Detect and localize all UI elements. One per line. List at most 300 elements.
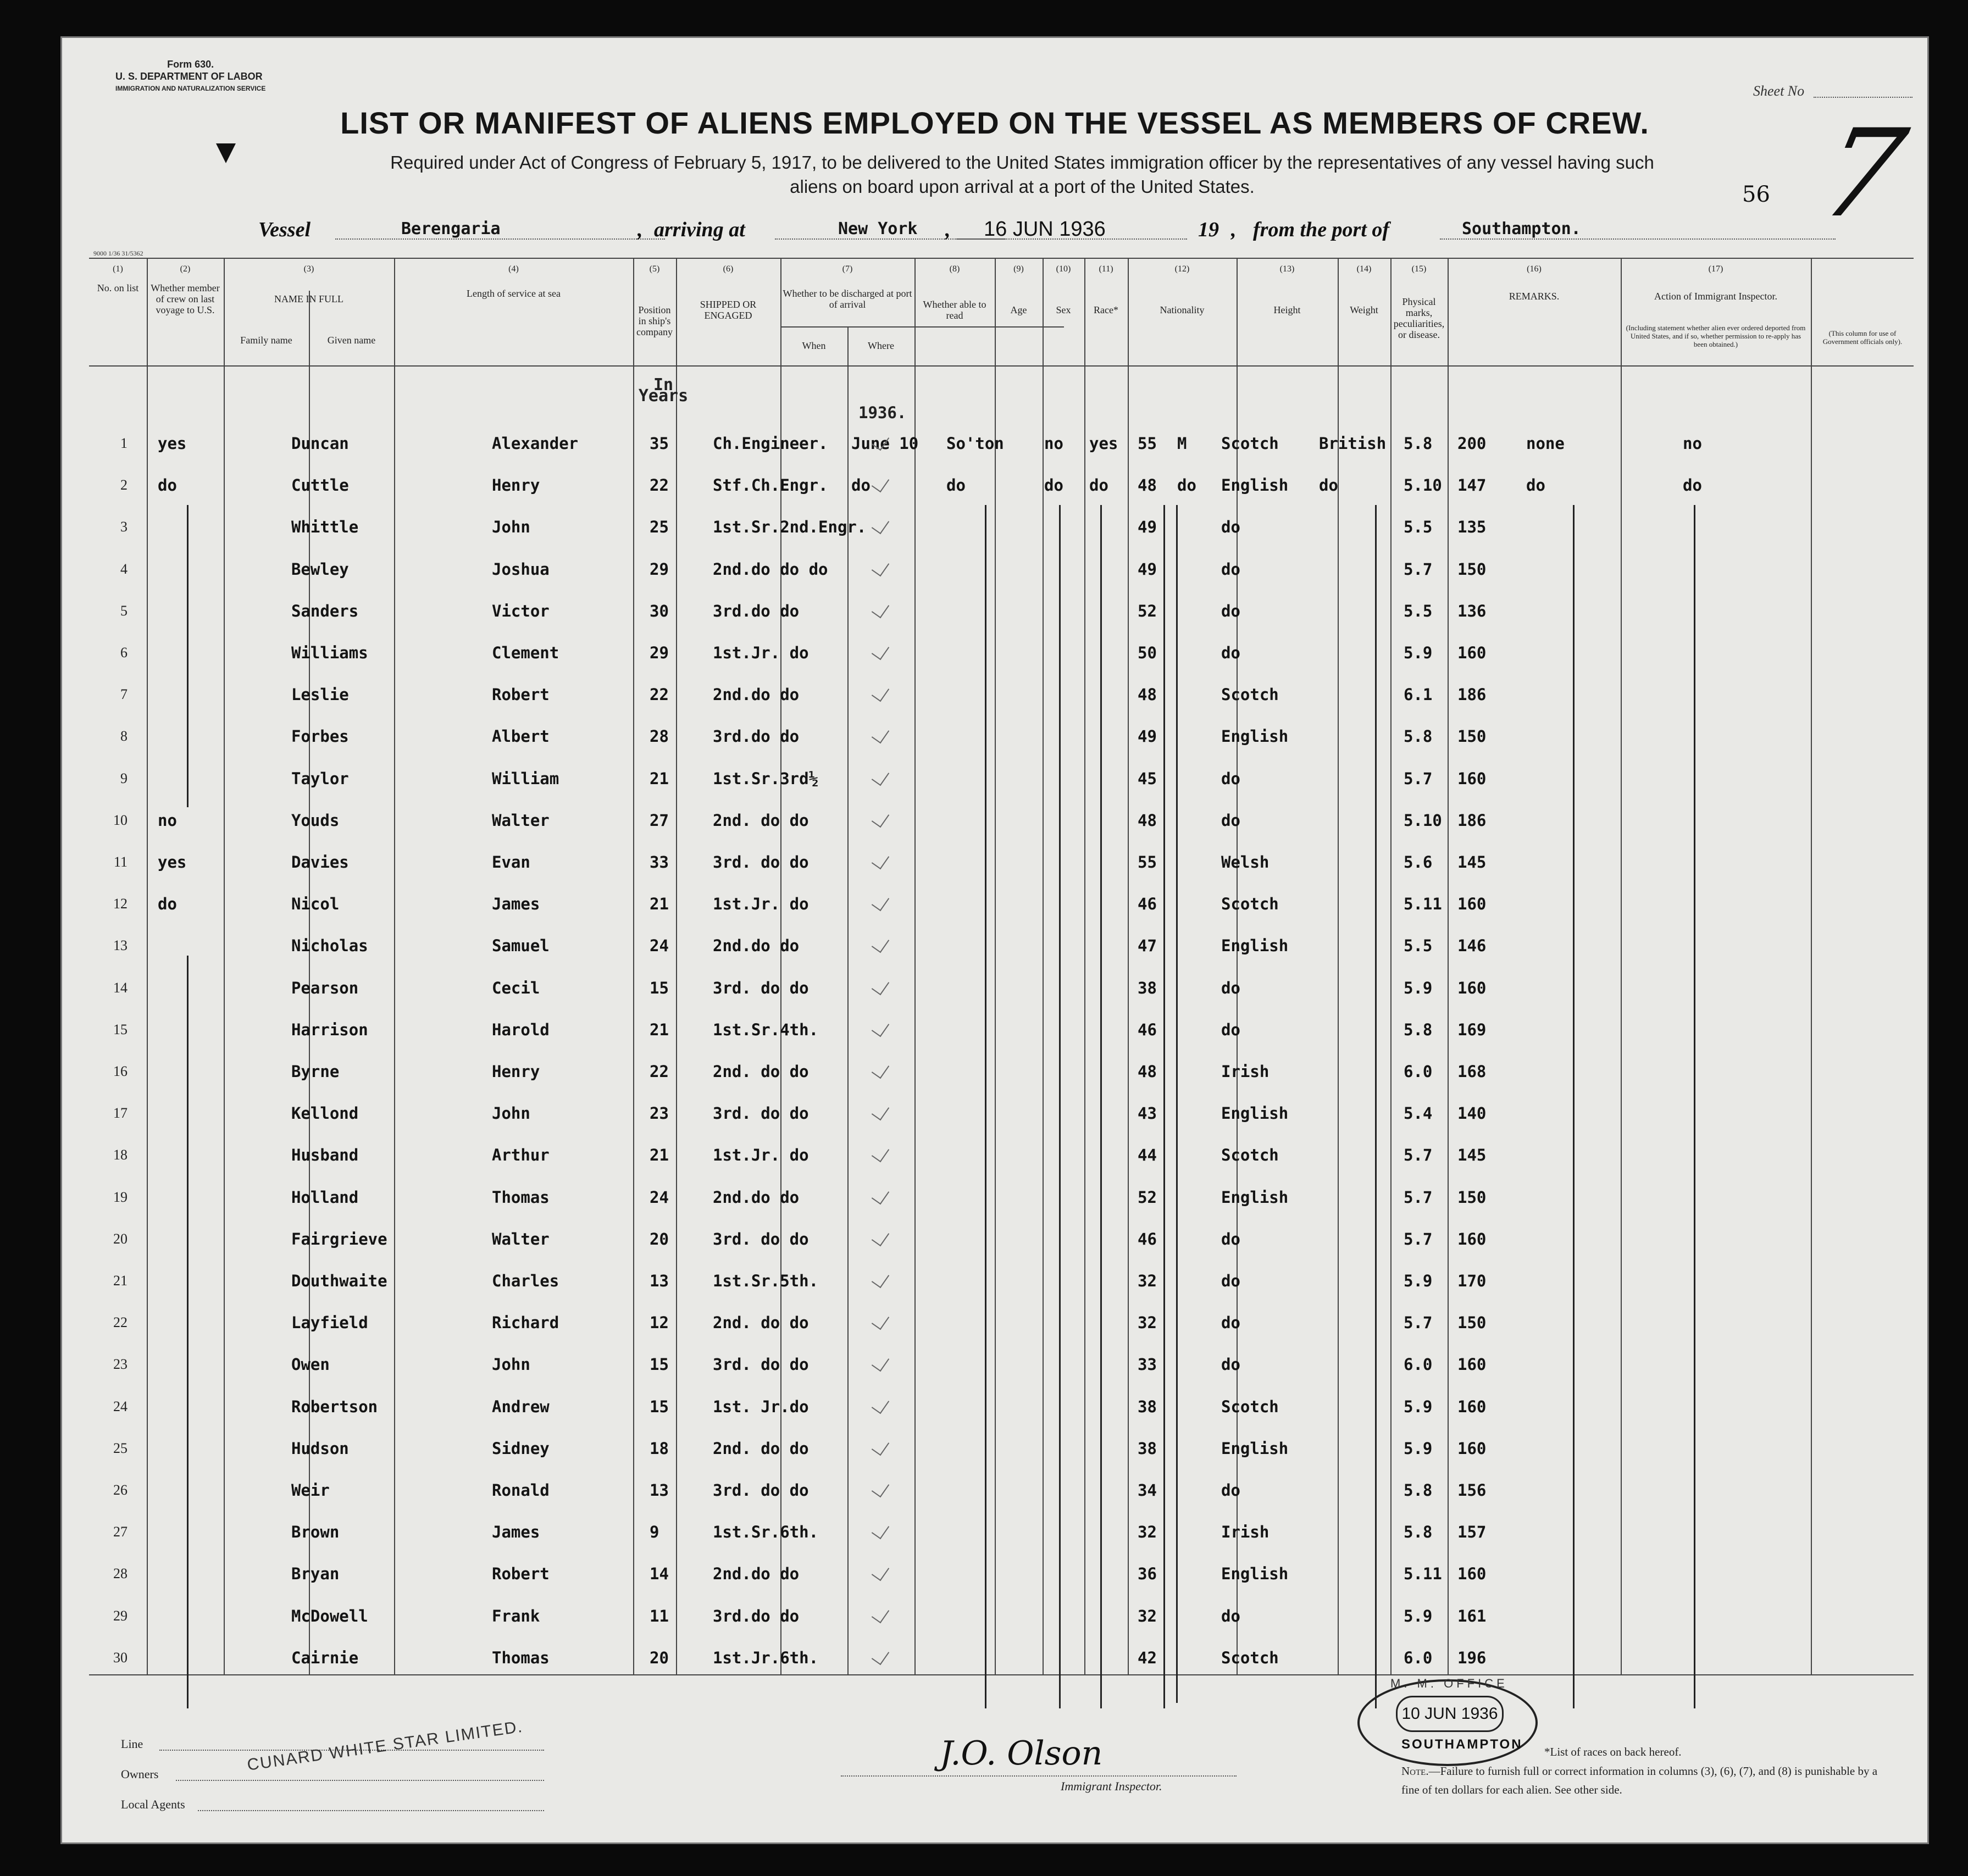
column-header: Age: [1010, 304, 1027, 315]
column-number: (10): [1056, 264, 1071, 274]
length-of-service: 24: [650, 1187, 669, 1207]
shipped-when: June 10: [851, 434, 919, 453]
physical-marks: do: [1526, 476, 1545, 495]
form-service: IMMIGRATION AND NATURALIZATION SERVICE: [115, 85, 266, 92]
table-row: [89, 464, 1914, 506]
table-row: [89, 674, 1914, 715]
table-row: [89, 967, 1914, 1009]
table-row: [89, 1469, 1914, 1511]
length-of-service: 21: [650, 1020, 669, 1039]
weight: 150: [1457, 1313, 1487, 1333]
ship-position: 2nd. do do: [713, 811, 809, 830]
weight: 135: [1457, 518, 1487, 537]
race: Scotch: [1221, 1146, 1279, 1165]
height: 6.0: [1404, 1648, 1433, 1667]
column-header: Whether member of crew on last voyage to U.S.: [151, 282, 220, 315]
column-header: NAME IN FULL: [274, 293, 343, 304]
family-name: Husband: [291, 1146, 359, 1165]
note-label: Note.: [1401, 1764, 1429, 1778]
weight: 140: [1457, 1104, 1487, 1123]
length-of-service: 9: [650, 1523, 659, 1542]
height: 5.9: [1404, 1397, 1433, 1416]
family-name: Kellond: [291, 1104, 359, 1123]
table-row: [89, 632, 1914, 674]
column-number: (15): [1411, 264, 1427, 274]
height: 5.5: [1404, 518, 1433, 537]
race: do: [1221, 811, 1240, 830]
age: 44: [1138, 1146, 1157, 1165]
family-name: Nicholas: [291, 936, 368, 956]
height: 5.9: [1404, 1272, 1433, 1290]
age: 49: [1138, 727, 1157, 746]
race-note: *List of races on back hereof.: [1544, 1745, 1682, 1758]
page-title: LIST OR MANIFEST OF ALIENS EMPLOYED ON THE VESSEL AS MEMBERS OF CREW.: [340, 106, 1649, 140]
family-name: Douthwaite: [291, 1272, 387, 1290]
length-of-service: 21: [650, 1146, 669, 1165]
row-number: 18: [113, 1147, 127, 1163]
column-number: (7): [842, 264, 853, 274]
family-name: Byrne: [291, 1062, 340, 1081]
race: English: [1221, 1564, 1289, 1584]
weight: 160: [1457, 978, 1487, 997]
age: 36: [1138, 1564, 1157, 1584]
race: do: [1221, 643, 1240, 662]
departure-port: Southampton.: [1462, 219, 1581, 238]
table-row: [89, 841, 1914, 883]
sex: do: [1177, 476, 1196, 495]
age: 55: [1138, 434, 1157, 453]
arriving-port: New York: [838, 219, 918, 238]
race: Scotch: [1221, 1397, 1279, 1416]
given-name: Walter: [492, 1229, 550, 1248]
length-of-service: 30: [650, 601, 669, 620]
given-name: James: [492, 895, 540, 914]
length-of-service: 22: [650, 476, 669, 495]
height: 5.8: [1404, 1481, 1433, 1500]
age: 48: [1138, 1062, 1157, 1081]
table-row: [89, 1260, 1914, 1302]
race: do: [1221, 978, 1240, 997]
family-name: Holland: [291, 1187, 359, 1207]
vessel-comma: ,: [637, 218, 643, 241]
column-subheader: When: [802, 340, 826, 351]
race: Irish: [1221, 1523, 1270, 1542]
length-of-service: 24: [650, 936, 669, 956]
check-mark: [872, 976, 889, 995]
length-of-service: 21: [650, 769, 669, 788]
given-name: Robert: [492, 1564, 550, 1584]
given-name: Albert: [492, 727, 550, 746]
row-number: 4: [120, 560, 127, 577]
height: 6.0: [1404, 1062, 1433, 1081]
form-header: [115, 58, 265, 95]
row-number: 16: [113, 1063, 127, 1079]
length-of-service: 11: [650, 1606, 669, 1625]
row-number: 1: [120, 435, 127, 451]
row-number: 15: [113, 1021, 127, 1037]
check-mark: [872, 1604, 889, 1623]
age: 46: [1138, 1229, 1157, 1248]
weight: 147: [1457, 476, 1487, 495]
height: 5.7: [1404, 1146, 1433, 1165]
given-name: Walter: [492, 811, 550, 830]
table-rule: [89, 365, 1914, 367]
check-mark: [872, 1520, 889, 1539]
prior-voyage: yes: [158, 434, 187, 453]
table-row: [89, 1176, 1914, 1218]
length-of-service: 20: [650, 1229, 669, 1248]
table-rule: [780, 326, 1064, 328]
sheet-number: 7: [1809, 103, 1917, 244]
row-number: 13: [113, 937, 127, 954]
subtitle-line-1: Required under Act of Congress of February 5, 1917, to be delivered to the United States immigration officer by the representatives of any vessel having such: [390, 152, 1654, 173]
ditto-line: [187, 956, 189, 1708]
ship-position: 1st.Sr.4th.: [713, 1020, 819, 1039]
ship-position: 1st.Sr.3rd½: [713, 769, 819, 788]
family-name: Fairgrieve: [291, 1229, 387, 1248]
height: 5.8: [1404, 1523, 1433, 1542]
race: do: [1221, 1355, 1240, 1374]
signature-line: [841, 1775, 1237, 1777]
stamp-top-text: M. M. OFFICE: [1390, 1677, 1508, 1690]
given-name: John: [492, 1104, 530, 1123]
weight: 160: [1457, 1355, 1487, 1374]
ship-position: 3rd.do do: [713, 601, 800, 620]
age: 46: [1138, 1020, 1157, 1039]
given-name: Arthur: [492, 1146, 550, 1165]
row-number: 20: [113, 1230, 127, 1247]
weight: 150: [1457, 1187, 1487, 1207]
check-mark: [872, 1353, 889, 1372]
length-of-service: 22: [650, 685, 669, 704]
row-number: 24: [113, 1398, 127, 1414]
ship-position: 2nd.do do: [713, 1187, 800, 1207]
check-mark: [872, 767, 889, 785]
line-label: Line: [121, 1737, 143, 1751]
family-name: Brown: [291, 1523, 340, 1542]
table-row: [89, 548, 1914, 590]
discharged-at-port: do: [1044, 476, 1063, 495]
print-code: 9000 1/36 31/5362: [93, 249, 143, 257]
ditto-line: [1100, 505, 1102, 1708]
row-number: 30: [113, 1649, 127, 1666]
age: 32: [1138, 1313, 1157, 1333]
owners-stamp: CUNARD WHITE STAR LIMITED.: [246, 1717, 524, 1774]
given-name: Samuel: [492, 936, 550, 956]
ship-position: 1st. Jr.do: [713, 1397, 809, 1416]
family-name: Cairnie: [291, 1648, 359, 1667]
length-of-service: 35: [650, 434, 669, 453]
check-mark: [872, 515, 889, 534]
family-name: Youds: [291, 811, 340, 830]
check-mark: [872, 1228, 889, 1246]
family-name: Williams: [291, 643, 368, 662]
family-name: Harrison: [291, 1020, 368, 1039]
weight: 156: [1457, 1481, 1487, 1500]
weight: 186: [1457, 811, 1487, 830]
vessel-name-line: [335, 238, 665, 240]
row-number: 27: [113, 1524, 127, 1540]
length-of-service: 21: [650, 895, 669, 914]
length-of-service: 18: [650, 1439, 669, 1458]
ship-position: 3rd. do do: [713, 1481, 809, 1500]
family-name: Owen: [291, 1355, 330, 1374]
family-name: Leslie: [291, 685, 349, 704]
age: 38: [1138, 1397, 1157, 1416]
age: 52: [1138, 601, 1157, 620]
race: do: [1221, 518, 1240, 537]
height: 5.7: [1404, 1313, 1433, 1333]
check-mark: [872, 1144, 889, 1162]
column-number: (9): [1013, 264, 1024, 274]
check-mark: [872, 683, 889, 702]
table-row: [89, 1386, 1914, 1428]
ship-position: 3rd. do do: [713, 1355, 809, 1374]
remarks: no: [1683, 434, 1702, 453]
row-number: 14: [113, 979, 127, 996]
table-row: [89, 1595, 1914, 1637]
family-name: Pearson: [291, 978, 359, 997]
column-annotation: In Years: [638, 375, 689, 406]
ditto-line: [1059, 505, 1061, 1708]
weight: 157: [1457, 1523, 1487, 1542]
height: 5.8: [1404, 1020, 1433, 1039]
length-of-service: 15: [650, 1397, 669, 1416]
check-mark: [872, 1395, 889, 1413]
column-number: (3): [303, 264, 314, 274]
row-number: 3: [120, 519, 127, 535]
age: 32: [1138, 1272, 1157, 1290]
given-name: Charles: [492, 1272, 559, 1290]
age: 47: [1138, 936, 1157, 956]
stamp-bottom-text: SOUTHAMPTON: [1401, 1737, 1523, 1752]
weight: 160: [1457, 895, 1487, 914]
given-name: James: [492, 1523, 540, 1542]
column-number: (16): [1527, 264, 1542, 274]
table-row: [89, 1344, 1914, 1385]
column-number: (13): [1279, 264, 1295, 274]
row-number: 10: [113, 812, 127, 828]
column-number: (6): [723, 264, 734, 274]
family-name: Cuttle: [291, 476, 349, 495]
family-name: Bryan: [291, 1564, 340, 1584]
form-department: U. S. DEPARTMENT OF LABOR: [115, 71, 263, 82]
row-number: 12: [113, 896, 127, 912]
age: 49: [1138, 559, 1157, 579]
ditto-line: [1375, 505, 1377, 1708]
inspector-label: Immigrant Inspector.: [1061, 1779, 1162, 1793]
height: 5.7: [1404, 769, 1433, 788]
height: 5.7: [1404, 1229, 1433, 1248]
race: Welsh: [1221, 853, 1270, 872]
length-of-service: 13: [650, 1272, 669, 1290]
age: 38: [1138, 1439, 1157, 1458]
race: Irish: [1221, 1062, 1270, 1081]
ditto-line: [187, 505, 189, 807]
given-name: Thomas: [492, 1648, 550, 1667]
table-row: [89, 715, 1914, 757]
subtitle-line-2: aliens on board upon arrival at a port of the United States.: [790, 176, 1255, 197]
given-name: Ronald: [492, 1481, 550, 1500]
row-number: 29: [113, 1607, 127, 1624]
column-header: Nationality: [1160, 304, 1205, 315]
height: 5.6: [1404, 853, 1433, 872]
length-of-service: 29: [650, 559, 669, 579]
table-row: [89, 1092, 1914, 1134]
race: do: [1221, 769, 1240, 788]
arriving-label: arriving at: [654, 218, 745, 241]
ship-position: 3rd.do do: [713, 1606, 800, 1625]
ship-position: 1st.Sr.6th.: [713, 1523, 819, 1542]
ship-position: 1st.Jr. do: [713, 895, 809, 914]
column-number: (8): [949, 264, 960, 274]
check-mark: [872, 851, 889, 869]
table-row: [89, 1134, 1914, 1176]
column-header: Action of Immigrant Inspector.: [1654, 291, 1777, 302]
check-mark: [872, 557, 889, 576]
ship-position: 1st.Jr.6th.: [713, 1648, 819, 1667]
age: 50: [1138, 643, 1157, 662]
race: English: [1221, 1104, 1289, 1123]
race: do: [1221, 601, 1240, 620]
ship-position: 3rd. do do: [713, 853, 809, 872]
row-number: 23: [113, 1356, 127, 1373]
column-header: Race*: [1094, 304, 1118, 315]
prior-voyage: yes: [158, 853, 187, 872]
length-of-service: 27: [650, 811, 669, 830]
check-mark: [872, 1269, 889, 1288]
age: 46: [1138, 895, 1157, 914]
year-comma: ,: [1231, 218, 1237, 241]
shipped-when: do: [851, 476, 871, 495]
race: English: [1221, 1187, 1289, 1207]
race: do: [1221, 1229, 1240, 1248]
race: English: [1221, 476, 1289, 495]
age: 33: [1138, 1355, 1157, 1374]
height: 5.4: [1404, 1104, 1433, 1123]
check-mark: [872, 1018, 889, 1037]
family-name: Hudson: [291, 1439, 349, 1458]
family-name: Davies: [291, 853, 349, 872]
inspector-signature: J.O. Olson: [940, 1734, 1103, 1773]
weight: 170: [1457, 1272, 1487, 1290]
weight: 145: [1457, 853, 1487, 872]
ditto-line: [1176, 505, 1178, 1703]
column-header: Position in ship's company: [636, 304, 673, 337]
age: 49: [1138, 518, 1157, 537]
ship-position: Stf.Ch.Engr.: [713, 476, 828, 495]
discharged-at-port: no: [1044, 434, 1063, 453]
ditto-line: [1573, 505, 1575, 1708]
age: 38: [1138, 978, 1157, 997]
row-number: 5: [120, 602, 127, 619]
age: 48: [1138, 685, 1157, 704]
column-header: Weight: [1350, 304, 1378, 315]
table-row: [89, 1051, 1914, 1092]
weight: 160: [1457, 769, 1487, 788]
row-number: 7: [120, 686, 127, 703]
height: 5.9: [1404, 643, 1433, 662]
column-number: (14): [1356, 264, 1372, 274]
footer-note: [1401, 1762, 1885, 1799]
table-row: [89, 1218, 1914, 1260]
height: 6.1: [1404, 685, 1433, 704]
race: English: [1221, 1439, 1289, 1458]
race: English: [1221, 727, 1289, 746]
age: 42: [1138, 1648, 1157, 1667]
race: Scotch: [1221, 895, 1279, 914]
page-number: 56: [1742, 182, 1770, 207]
given-name: Robert: [492, 685, 550, 704]
shipped-where: So'ton: [946, 434, 1004, 453]
weight: 160: [1457, 1397, 1487, 1416]
race: Scotch: [1221, 434, 1279, 453]
length-of-service: 15: [650, 1355, 669, 1374]
ship-position: Ch.Engineer.: [713, 434, 828, 453]
family-name: McDowell: [291, 1606, 368, 1625]
given-name: John: [492, 1355, 530, 1374]
check-mark: [872, 892, 889, 911]
sex: M: [1177, 434, 1187, 453]
table-row: [89, 590, 1914, 632]
height: 5.7: [1404, 559, 1433, 579]
column-header: Height: [1273, 304, 1301, 315]
age: 43: [1138, 1104, 1157, 1123]
height: 5.10: [1404, 476, 1442, 495]
table-row: [89, 1428, 1914, 1469]
length-of-service: 14: [650, 1564, 669, 1584]
table-row: [89, 1009, 1914, 1051]
column-note: (Including statement whether alien ever ordered deported from United States, and if so, whether permission to re-apply has been obtained.): [1626, 324, 1806, 348]
row-number: 9: [120, 770, 127, 786]
height: 5.11: [1404, 895, 1442, 914]
ditto-line: [985, 505, 986, 1708]
length-of-service: 20: [650, 1648, 669, 1667]
column-number: (4): [508, 264, 519, 274]
table-row: [89, 506, 1914, 548]
family-name: Layfield: [291, 1313, 368, 1333]
family-name: Bewley: [291, 559, 349, 579]
check-mark: [872, 725, 889, 743]
nationality: do: [1319, 476, 1338, 495]
race: Scotch: [1221, 685, 1279, 704]
sheet-number-label: Sheet No: [1753, 83, 1805, 99]
nationality: British: [1319, 434, 1387, 453]
race: do: [1221, 1313, 1240, 1333]
year-label: 19: [1198, 218, 1219, 241]
check-mark: [872, 809, 889, 828]
able-to-read: yes: [1089, 434, 1118, 453]
crew-table: [89, 258, 1914, 1675]
height: 5.5: [1404, 936, 1433, 956]
given-name: John: [492, 518, 530, 537]
given-name: Evan: [492, 853, 530, 872]
port-line: [1440, 238, 1836, 240]
race: Scotch: [1221, 1648, 1279, 1667]
length-of-service: 25: [650, 518, 669, 537]
arriving-comma: ,: [945, 218, 951, 241]
weight: 150: [1457, 559, 1487, 579]
check-mark: [872, 1185, 889, 1204]
given-name: Thomas: [492, 1187, 550, 1207]
check-mark: [872, 1646, 889, 1665]
prior-voyage: no: [158, 811, 177, 830]
port-label: from the port of: [1253, 218, 1390, 241]
age: 48: [1138, 811, 1157, 830]
ship-position: 1st.Jr. do: [713, 1146, 809, 1165]
check-mark: [872, 934, 889, 953]
agents-line: [198, 1810, 544, 1811]
